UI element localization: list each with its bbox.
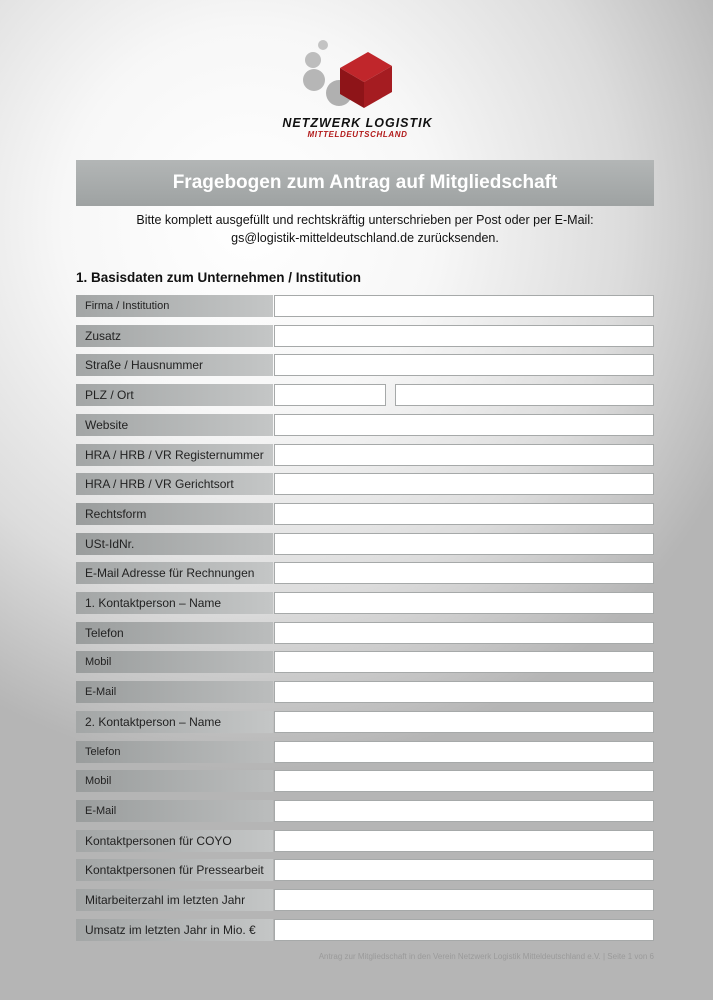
field-label: Website [76,414,273,436]
page-footer: Antrag zur Mitgliedschaft in den Verein Netzwerk Logistik Mitteldeutschland e.V. | Seite 1 von 6 [318,952,654,961]
intro-line-1: Bitte komplett ausgefüllt und rechtskräftig unterschrieben per Post oder per E-Mail: [136,213,594,227]
rechnung-email-input[interactable] [274,562,654,584]
field-label: E-Mail [76,681,273,703]
form-row-kontakt1-telefon [76,622,654,644]
gerichtsort-input[interactable] [274,473,654,495]
kontakt1-mobil-input[interactable] [274,651,654,673]
kontakt2-mobil-input[interactable] [274,770,654,792]
form-row-coyo [76,830,654,852]
field-label: E-Mail Adresse für Rechnungen [76,562,273,584]
field-label: Mitarbeiterzahl im letzten Jahr [76,889,273,911]
field-label: Straße / Hausnummer [76,354,273,376]
ort-input[interactable] [395,384,654,406]
mitarbeiterzahl-input[interactable] [274,889,654,911]
form-row-kontakt1-email [76,681,654,703]
field-label: Kontaktpersonen für Pressearbeit [76,859,273,881]
intro-text [76,211,654,247]
ustid-input[interactable] [274,533,654,555]
registernummer-input[interactable] [274,444,654,466]
form-row-pressearbeit [76,859,654,881]
field-label: Rechtsform [76,503,273,525]
field-label: PLZ / Ort [76,384,273,406]
form-row-kontakt2-email [76,800,654,822]
page-title: Fragebogen zum Antrag auf Mitgliedschaft [172,172,558,193]
section-heading: 1. Basisdaten zum Unternehmen / Institution [76,270,362,285]
form-row-mitarbeiterzahl [76,889,654,911]
form-row-strasse [76,354,654,376]
field-label: Mobil [76,770,273,792]
field-label: Mobil [76,651,273,673]
firma-input[interactable] [274,295,654,317]
field-label: Firma / Institution [76,295,273,317]
form-row-rechnung-email [76,562,654,584]
form-row-umsatz [76,919,654,941]
intro-line-2: gs@logistik-mitteldeutschland.de zurücksenden. [231,231,499,245]
pressearbeit-input[interactable] [274,859,654,881]
form-row-kontakt2-name [76,711,654,733]
coyo-input[interactable] [274,830,654,852]
field-label: HRA / HRB / VR Registernummer [76,444,273,466]
website-input[interactable] [274,414,654,436]
field-label: Telefon [76,741,273,763]
field-label: 1. Kontaktperson – Name [76,592,273,614]
logo [270,38,445,142]
plz-input[interactable] [274,384,386,406]
form-row-rechtsform [76,503,654,525]
field-label: E-Mail [76,800,273,822]
form-title-bar [76,160,654,206]
zusatz-input[interactable] [274,325,654,347]
form-row-kontakt1-name [76,592,654,614]
form-row-kontakt2-mobil [76,770,654,792]
umsatz-input[interactable] [274,919,654,941]
kontakt2-telefon-input[interactable] [274,741,654,763]
rechtsform-input[interactable] [274,503,654,525]
form-row-zusatz [76,325,654,347]
field-label: HRA / HRB / VR Gerichtsort [76,473,273,495]
field-label: 2. Kontaktperson – Name [76,711,273,733]
form-row-website [76,414,654,436]
kontakt2-email-input[interactable] [274,800,654,822]
kontakt2-name-input[interactable] [274,711,654,733]
form-row-kontakt1-mobil [76,651,654,673]
form-row-plz-ort [76,384,654,406]
field-label: Telefon [76,622,273,644]
form-row-gerichtsort [76,473,654,495]
logo-cube-icon [300,38,400,116]
field-label: USt-IdNr. [76,533,273,555]
kontakt1-name-input[interactable] [274,592,654,614]
logo-name: NETZWERK LOGISTIK [282,116,433,130]
field-label: Kontaktpersonen für COYO [76,830,273,852]
form-row-firma [76,295,654,317]
form-row-ustid [76,533,654,555]
form-row-registernummer [76,444,654,466]
strasse-input[interactable] [274,354,654,376]
field-label: Zusatz [76,325,273,347]
field-label: Umsatz im letzten Jahr in Mio. € [76,919,273,941]
kontakt1-email-input[interactable] [274,681,654,703]
form-row-kontakt2-telefon [76,741,654,763]
logo-subtitle: MITTELDEUTSCHLAND [307,130,408,139]
kontakt1-telefon-input[interactable] [274,622,654,644]
